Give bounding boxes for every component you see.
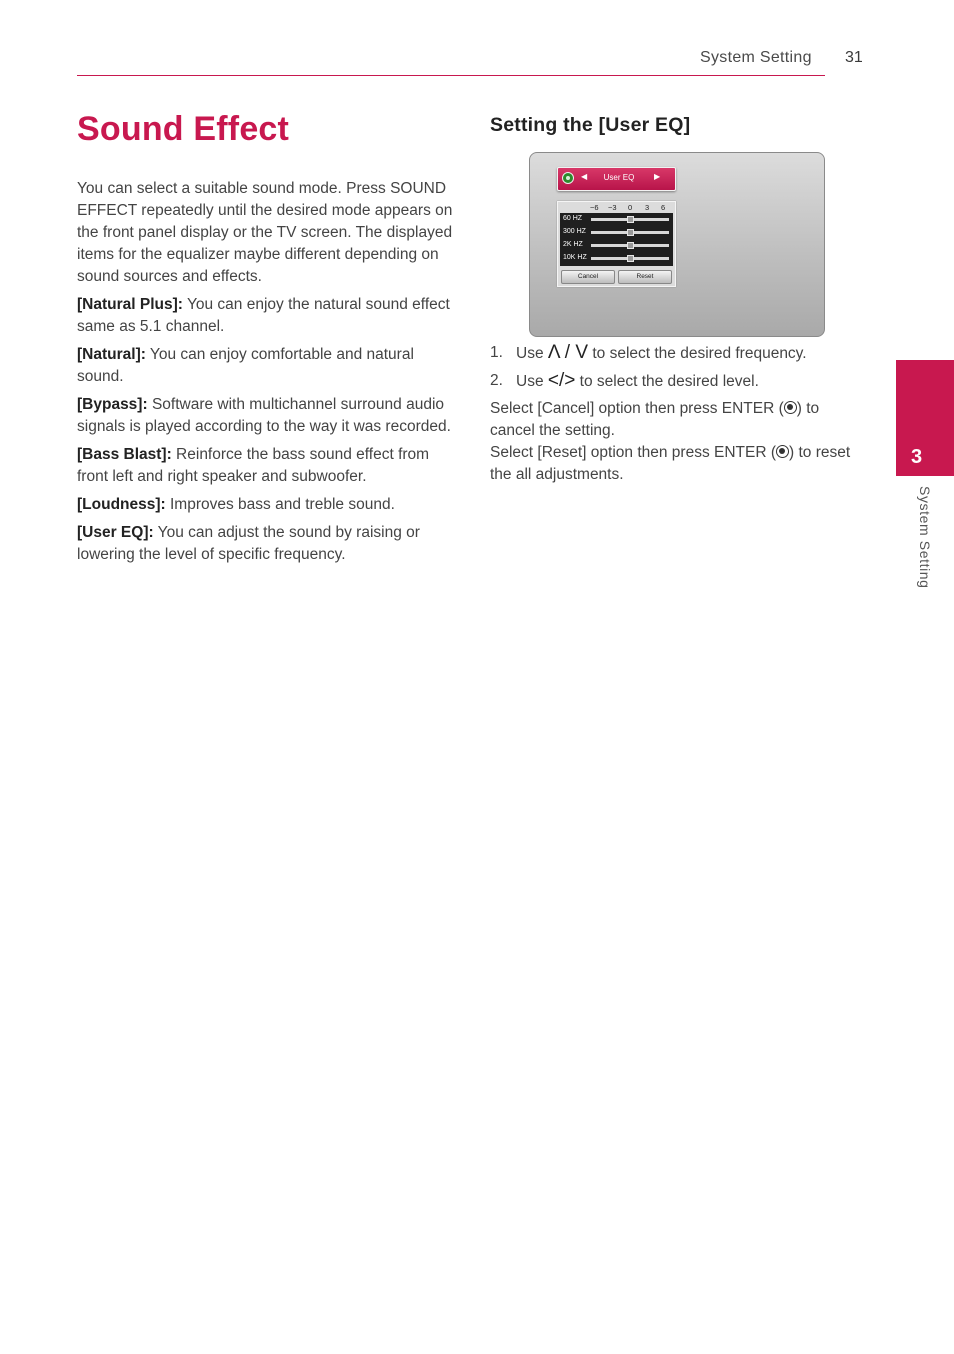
arrow-left-icon[interactable]: ◀	[581, 172, 588, 181]
note-text: ) to cancel the setting.	[490, 400, 820, 439]
enter-icon	[784, 401, 797, 414]
scale-tick: 6	[661, 203, 666, 212]
note-text: Select [Reset] option then press ENTER (	[490, 444, 777, 461]
step-pre: Use	[516, 345, 548, 362]
band-label-10khz: 10K HZ	[563, 254, 587, 261]
scale-tick: 3	[645, 203, 650, 212]
chapter-tab	[896, 360, 954, 476]
note-reset	[490, 442, 865, 486]
mode-bypass	[77, 394, 455, 438]
step-item	[490, 370, 870, 398]
slider-knob[interactable]	[627, 229, 634, 236]
cancel-reset-note	[490, 398, 865, 486]
user-eq-screenshot	[529, 152, 825, 337]
chapter-number: 3	[911, 446, 923, 468]
mode-term: [Bypass]:	[77, 396, 148, 413]
band-slider-2khz[interactable]	[591, 244, 669, 247]
page-title: Sound Effect	[77, 110, 290, 148]
slider-knob[interactable]	[627, 216, 634, 223]
step-number: 1.	[490, 344, 503, 361]
step-text	[516, 370, 759, 393]
mode-user-eq	[77, 522, 455, 566]
sound-effect-body	[77, 178, 455, 572]
up-down-arrows-icon: Λ / V	[547, 342, 589, 363]
running-header-section: System Setting	[700, 49, 812, 66]
mode-desc: You can enjoy the natural sound effect same as 5.1 channel.	[77, 296, 450, 335]
cancel-button[interactable]: Cancel	[561, 270, 615, 284]
mode-desc: Reinforce the bass sound effect from front left and right speaker and subwoofer.	[77, 446, 430, 485]
page-number: 31	[845, 49, 863, 66]
reset-button[interactable]: Reset	[618, 270, 672, 284]
scale-tick: −3	[608, 203, 617, 212]
mode-term: [Loudness]:	[77, 496, 166, 513]
mode-natural	[77, 344, 455, 388]
header-divider	[77, 75, 825, 76]
step-pre: Use	[516, 373, 548, 390]
slider-knob[interactable]	[627, 242, 634, 249]
mode-term: [Natural Plus]:	[77, 296, 183, 313]
arrow-right-icon[interactable]: ▶	[654, 172, 661, 181]
equalizer-panel	[557, 201, 676, 287]
band-label-2khz: 2K HZ	[563, 241, 583, 248]
instruction-steps	[490, 342, 870, 398]
mode-natural-plus	[77, 294, 455, 338]
mode-term: [Bass Blast]:	[77, 446, 172, 463]
mode-label: User EQ	[603, 173, 635, 182]
enter-button-icon	[562, 172, 574, 184]
band-label-60hz: 60 HZ	[563, 215, 583, 222]
step-text	[516, 342, 807, 365]
note-text: Select [Cancel] option then press ENTER (	[490, 400, 784, 417]
enter-icon	[776, 445, 789, 458]
band-label-300hz: 300 HZ	[563, 228, 586, 235]
scale-tick: 0	[628, 203, 633, 212]
chapter-label: System Setting	[917, 486, 933, 589]
band-list	[560, 213, 673, 266]
mode-desc: Software with multichannel surround audio signals is played according to the way it was recorded.	[77, 396, 451, 435]
sound-mode-selector[interactable]	[557, 167, 676, 191]
band-slider-10khz[interactable]	[591, 257, 669, 260]
band-slider-60hz[interactable]	[591, 218, 669, 221]
intro-paragraph: You can select a suitable sound mode. Press SOUND EFFECT repeatedly until the desired mode appears on the front panel display or the TV screen. The displayed items for the equalizer maybe different depending on sound sources and effects.	[77, 180, 453, 285]
note-text: ) to reset the all adjustments.	[490, 444, 851, 483]
left-right-arrows-icon: </>	[547, 370, 576, 391]
note-cancel	[490, 398, 865, 442]
band-slider-300hz[interactable]	[591, 231, 669, 234]
mode-bass-blast	[77, 444, 455, 488]
mode-term: [User EQ]:	[77, 524, 154, 541]
mode-loudness	[77, 494, 455, 516]
step-post: to select the desired frequency.	[588, 345, 807, 362]
step-item	[490, 342, 870, 370]
scale-tick: −6	[590, 203, 599, 212]
mode-desc: Improves bass and treble sound.	[165, 496, 395, 513]
user-eq-heading: Setting the [User EQ]	[490, 114, 691, 136]
mode-term: [Natural]:	[77, 346, 146, 363]
slider-knob[interactable]	[627, 255, 634, 262]
step-number: 2.	[490, 372, 503, 389]
mode-desc: You can enjoy comfortable and natural sound.	[77, 346, 414, 385]
mode-desc: You can adjust the sound by raising or lowering the level of specific frequency.	[77, 524, 420, 563]
step-post: to select the desired level.	[575, 373, 759, 390]
